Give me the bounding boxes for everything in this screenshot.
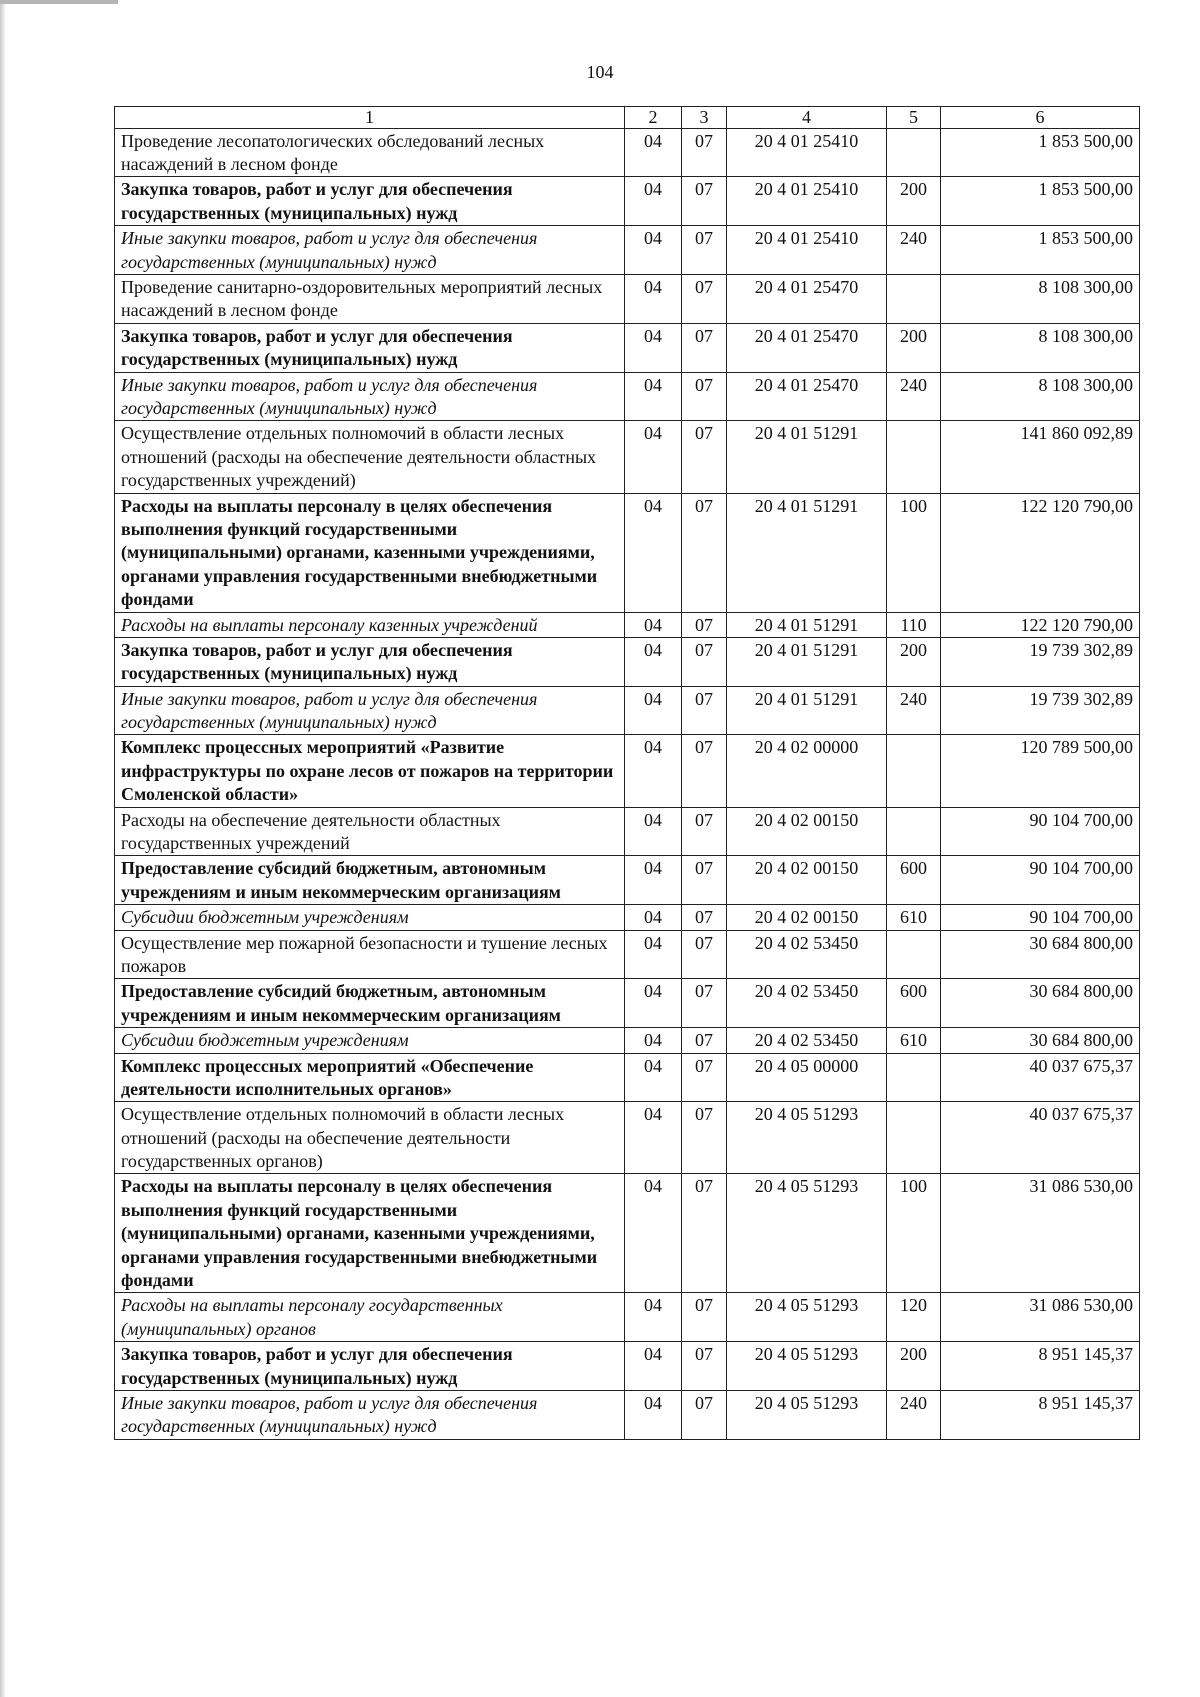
row-expense-type-cell: 110 bbox=[887, 612, 941, 637]
row-amount-cell: 1 853 500,00 bbox=[941, 177, 1140, 226]
row-amount-cell: 30 684 800,00 bbox=[941, 1028, 1140, 1053]
row-expense-type-cell bbox=[887, 421, 941, 493]
row-name-cell: Расходы на выплаты персоналу в целях обеспечения выполнения функций государственными (муниципальными) органами, казенными учреждениями, органами управления государственными внебюджетными фондами bbox=[115, 1174, 625, 1293]
row-subsection-cell: 07 bbox=[682, 275, 727, 324]
table-row bbox=[115, 1391, 1140, 1440]
row-expense-type-cell: 610 bbox=[887, 905, 941, 930]
row-expense-type-cell: 200 bbox=[887, 1342, 941, 1391]
row-amount-cell: 31 086 530,00 bbox=[941, 1293, 1140, 1342]
row-name-cell: Иные закупки товаров, работ и услуг для обеспечения государственных (муниципальных) нужд bbox=[115, 686, 625, 735]
row-name-cell: Расходы на выплаты персоналу государственных (муниципальных) органов bbox=[115, 1293, 625, 1342]
row-amount-cell: 8 108 300,00 bbox=[941, 323, 1140, 372]
row-expense-type-cell bbox=[887, 930, 941, 979]
row-target-code-cell: 20 4 01 51291 bbox=[727, 686, 887, 735]
row-target-code-cell: 20 4 01 25410 bbox=[727, 177, 887, 226]
table-row bbox=[115, 275, 1140, 324]
header-cell-6: 6 bbox=[941, 107, 1140, 129]
row-section-cell: 04 bbox=[625, 275, 682, 324]
header-cell-3: 3 bbox=[682, 107, 727, 129]
row-amount-cell: 19 739 302,89 bbox=[941, 637, 1140, 686]
row-subsection-cell: 07 bbox=[682, 1342, 727, 1391]
table-row bbox=[115, 686, 1140, 735]
row-name-cell: Предоставление субсидий бюджетным, автономным учреждениям и иным некоммерческим организациям bbox=[115, 856, 625, 905]
row-subsection-cell: 07 bbox=[682, 1293, 727, 1342]
row-expense-type-cell: 120 bbox=[887, 1293, 941, 1342]
row-section-cell: 04 bbox=[625, 905, 682, 930]
row-section-cell: 04 bbox=[625, 128, 682, 177]
row-subsection-cell: 07 bbox=[682, 421, 727, 493]
scan-corner-mark bbox=[0, 0, 118, 4]
row-name-cell: Проведение лесопатологических обследований лесных насаждений в лесном фонде bbox=[115, 128, 625, 177]
table-row bbox=[115, 1102, 1140, 1174]
row-expense-type-cell: 200 bbox=[887, 637, 941, 686]
row-name-cell: Закупка товаров, работ и услуг для обеспечения государственных (муниципальных) нужд bbox=[115, 637, 625, 686]
row-name-cell: Закупка товаров, работ и услуг для обеспечения государственных (муниципальных) нужд bbox=[115, 177, 625, 226]
row-section-cell: 04 bbox=[625, 1053, 682, 1102]
row-subsection-cell: 07 bbox=[682, 686, 727, 735]
row-target-code-cell: 20 4 01 25470 bbox=[727, 323, 887, 372]
page-number: 104 bbox=[586, 62, 614, 82]
row-amount-cell: 8 951 145,37 bbox=[941, 1342, 1140, 1391]
row-amount-cell: 40 037 675,37 bbox=[941, 1102, 1140, 1174]
row-subsection-cell: 07 bbox=[682, 930, 727, 979]
row-section-cell: 04 bbox=[625, 493, 682, 612]
row-section-cell: 04 bbox=[625, 612, 682, 637]
row-amount-cell: 120 789 500,00 bbox=[941, 735, 1140, 807]
table-row bbox=[115, 856, 1140, 905]
row-subsection-cell: 07 bbox=[682, 226, 727, 275]
row-section-cell: 04 bbox=[625, 930, 682, 979]
row-expense-type-cell: 200 bbox=[887, 177, 941, 226]
row-name-cell: Комплекс процессных мероприятий «Обеспечение деятельности исполнительных органов» bbox=[115, 1053, 625, 1102]
row-target-code-cell: 20 4 02 00150 bbox=[727, 856, 887, 905]
row-target-code-cell: 20 4 01 25410 bbox=[727, 226, 887, 275]
row-target-code-cell: 20 4 05 51293 bbox=[727, 1174, 887, 1293]
row-expense-type-cell: 100 bbox=[887, 1174, 941, 1293]
row-expense-type-cell: 600 bbox=[887, 856, 941, 905]
row-section-cell: 04 bbox=[625, 686, 682, 735]
row-name-cell: Расходы на выплаты персоналу казенных учреждений bbox=[115, 612, 625, 637]
row-name-cell: Осуществление мер пожарной безопасности и тушение лесных пожаров bbox=[115, 930, 625, 979]
row-section-cell: 04 bbox=[625, 1293, 682, 1342]
table-row bbox=[115, 323, 1140, 372]
row-section-cell: 04 bbox=[625, 637, 682, 686]
row-subsection-cell: 07 bbox=[682, 1053, 727, 1102]
row-section-cell: 04 bbox=[625, 372, 682, 421]
row-name-cell: Предоставление субсидий бюджетным, автономным учреждениям и иным некоммерческим организациям bbox=[115, 979, 625, 1028]
table-row bbox=[115, 807, 1140, 856]
row-amount-cell: 1 853 500,00 bbox=[941, 226, 1140, 275]
table-body bbox=[115, 107, 1140, 1440]
header-cell-5: 5 bbox=[887, 107, 941, 129]
row-expense-type-cell: 240 bbox=[887, 1391, 941, 1440]
row-amount-cell: 19 739 302,89 bbox=[941, 686, 1140, 735]
row-name-cell: Осуществление отдельных полномочий в области лесных отношений (расходы на обеспечение деятельности областных государственных учреждений) bbox=[115, 421, 625, 493]
row-name-cell: Расходы на обеспечение деятельности областных государственных учреждений bbox=[115, 807, 625, 856]
row-expense-type-cell bbox=[887, 1053, 941, 1102]
row-subsection-cell: 07 bbox=[682, 493, 727, 612]
row-name-cell: Субсидии бюджетным учреждениям bbox=[115, 905, 625, 930]
row-name-cell: Расходы на выплаты персоналу в целях обеспечения выполнения функций государственными (муниципальными) органами, казенными учреждениями, органами управления государственными внебюджетными фондами bbox=[115, 493, 625, 612]
table-row bbox=[115, 1053, 1140, 1102]
row-name-cell: Проведение санитарно-оздоровительных мероприятий лесных насаждений в лесном фонде bbox=[115, 275, 625, 324]
row-section-cell: 04 bbox=[625, 735, 682, 807]
table-row bbox=[115, 930, 1140, 979]
row-target-code-cell: 20 4 02 00150 bbox=[727, 905, 887, 930]
row-section-cell: 04 bbox=[625, 1028, 682, 1053]
table-row bbox=[115, 612, 1140, 637]
budget-table bbox=[114, 106, 1140, 1440]
table-row bbox=[115, 177, 1140, 226]
row-subsection-cell: 07 bbox=[682, 612, 727, 637]
row-amount-cell: 141 860 092,89 bbox=[941, 421, 1140, 493]
row-subsection-cell: 07 bbox=[682, 1028, 727, 1053]
table-row bbox=[115, 493, 1140, 612]
row-target-code-cell: 20 4 02 00000 bbox=[727, 735, 887, 807]
row-target-code-cell: 20 4 01 51291 bbox=[727, 612, 887, 637]
header-cell-4: 4 bbox=[727, 107, 887, 129]
row-subsection-cell: 07 bbox=[682, 128, 727, 177]
row-target-code-cell: 20 4 02 00150 bbox=[727, 807, 887, 856]
row-target-code-cell: 20 4 05 51293 bbox=[727, 1293, 887, 1342]
row-section-cell: 04 bbox=[625, 1342, 682, 1391]
row-expense-type-cell bbox=[887, 1102, 941, 1174]
row-target-code-cell: 20 4 02 53450 bbox=[727, 1028, 887, 1053]
row-name-cell: Комплекс процессных мероприятий «Развитие инфраструктуры по охране лесов от пожаров на территории Смоленской области» bbox=[115, 735, 625, 807]
row-section-cell: 04 bbox=[625, 421, 682, 493]
table-row bbox=[115, 735, 1140, 807]
row-amount-cell: 30 684 800,00 bbox=[941, 930, 1140, 979]
row-target-code-cell: 20 4 01 51291 bbox=[727, 493, 887, 612]
row-amount-cell: 122 120 790,00 bbox=[941, 612, 1140, 637]
table-row bbox=[115, 421, 1140, 493]
row-amount-cell: 90 104 700,00 bbox=[941, 807, 1140, 856]
row-subsection-cell: 07 bbox=[682, 323, 727, 372]
row-section-cell: 04 bbox=[625, 1174, 682, 1293]
row-expense-type-cell: 600 bbox=[887, 979, 941, 1028]
row-subsection-cell: 07 bbox=[682, 1174, 727, 1293]
row-name-cell: Закупка товаров, работ и услуг для обеспечения государственных (муниципальных) нужд bbox=[115, 1342, 625, 1391]
row-target-code-cell: 20 4 02 53450 bbox=[727, 979, 887, 1028]
row-name-cell: Осуществление отдельных полномочий в области лесных отношений (расходы на обеспечение деятельности государственных органов) bbox=[115, 1102, 625, 1174]
header-cell-2: 2 bbox=[625, 107, 682, 129]
row-target-code-cell: 20 4 01 25410 bbox=[727, 128, 887, 177]
row-expense-type-cell bbox=[887, 275, 941, 324]
row-amount-cell: 40 037 675,37 bbox=[941, 1053, 1140, 1102]
row-subsection-cell: 07 bbox=[682, 372, 727, 421]
row-subsection-cell: 07 bbox=[682, 1102, 727, 1174]
row-subsection-cell: 07 bbox=[682, 905, 727, 930]
table-row bbox=[115, 1174, 1140, 1293]
row-target-code-cell: 20 4 05 51293 bbox=[727, 1391, 887, 1440]
row-name-cell: Иные закупки товаров, работ и услуг для обеспечения государственных (муниципальных) нужд bbox=[115, 372, 625, 421]
row-expense-type-cell: 240 bbox=[887, 226, 941, 275]
row-amount-cell: 90 104 700,00 bbox=[941, 856, 1140, 905]
row-target-code-cell: 20 4 02 53450 bbox=[727, 930, 887, 979]
row-amount-cell: 1 853 500,00 bbox=[941, 128, 1140, 177]
row-name-cell: Закупка товаров, работ и услуг для обеспечения государственных (муниципальных) нужд bbox=[115, 323, 625, 372]
row-target-code-cell: 20 4 05 51293 bbox=[727, 1102, 887, 1174]
row-subsection-cell: 07 bbox=[682, 807, 727, 856]
row-section-cell: 04 bbox=[625, 1102, 682, 1174]
row-target-code-cell: 20 4 01 25470 bbox=[727, 275, 887, 324]
row-section-cell: 04 bbox=[625, 323, 682, 372]
header-row bbox=[115, 107, 1140, 129]
row-section-cell: 04 bbox=[625, 1391, 682, 1440]
row-section-cell: 04 bbox=[625, 856, 682, 905]
row-section-cell: 04 bbox=[625, 177, 682, 226]
row-name-cell: Иные закупки товаров, работ и услуг для обеспечения государственных (муниципальных) нужд bbox=[115, 226, 625, 275]
row-section-cell: 04 bbox=[625, 979, 682, 1028]
row-section-cell: 04 bbox=[625, 226, 682, 275]
row-target-code-cell: 20 4 01 51291 bbox=[727, 421, 887, 493]
row-expense-type-cell: 610 bbox=[887, 1028, 941, 1053]
table-row bbox=[115, 128, 1140, 177]
row-expense-type-cell: 100 bbox=[887, 493, 941, 612]
row-expense-type-cell bbox=[887, 807, 941, 856]
table-row bbox=[115, 1293, 1140, 1342]
row-target-code-cell: 20 4 01 25470 bbox=[727, 372, 887, 421]
row-amount-cell: 8 951 145,37 bbox=[941, 1391, 1140, 1440]
row-amount-cell: 122 120 790,00 bbox=[941, 493, 1140, 612]
row-subsection-cell: 07 bbox=[682, 637, 727, 686]
row-amount-cell: 8 108 300,00 bbox=[941, 275, 1140, 324]
scan-edge-shadow bbox=[0, 0, 6, 1697]
row-amount-cell: 8 108 300,00 bbox=[941, 372, 1140, 421]
table-row bbox=[115, 979, 1140, 1028]
table-row bbox=[115, 905, 1140, 930]
row-subsection-cell: 07 bbox=[682, 979, 727, 1028]
table-row bbox=[115, 372, 1140, 421]
table-row bbox=[115, 226, 1140, 275]
row-expense-type-cell: 240 bbox=[887, 372, 941, 421]
row-amount-cell: 90 104 700,00 bbox=[941, 905, 1140, 930]
header-cell-1: 1 bbox=[115, 107, 625, 129]
row-expense-type-cell: 240 bbox=[887, 686, 941, 735]
row-subsection-cell: 07 bbox=[682, 856, 727, 905]
row-expense-type-cell: 200 bbox=[887, 323, 941, 372]
row-subsection-cell: 07 bbox=[682, 1391, 727, 1440]
row-amount-cell: 30 684 800,00 bbox=[941, 979, 1140, 1028]
row-section-cell: 04 bbox=[625, 807, 682, 856]
table-row bbox=[115, 1028, 1140, 1053]
row-subsection-cell: 07 bbox=[682, 735, 727, 807]
row-amount-cell: 31 086 530,00 bbox=[941, 1174, 1140, 1293]
row-target-code-cell: 20 4 05 00000 bbox=[727, 1053, 887, 1102]
row-target-code-cell: 20 4 01 51291 bbox=[727, 637, 887, 686]
row-name-cell: Субсидии бюджетным учреждениям bbox=[115, 1028, 625, 1053]
row-expense-type-cell bbox=[887, 735, 941, 807]
table-row bbox=[115, 637, 1140, 686]
row-subsection-cell: 07 bbox=[682, 177, 727, 226]
table-row bbox=[115, 1342, 1140, 1391]
row-target-code-cell: 20 4 05 51293 bbox=[727, 1342, 887, 1391]
row-name-cell: Иные закупки товаров, работ и услуг для обеспечения государственных (муниципальных) нужд bbox=[115, 1391, 625, 1440]
row-expense-type-cell bbox=[887, 128, 941, 177]
